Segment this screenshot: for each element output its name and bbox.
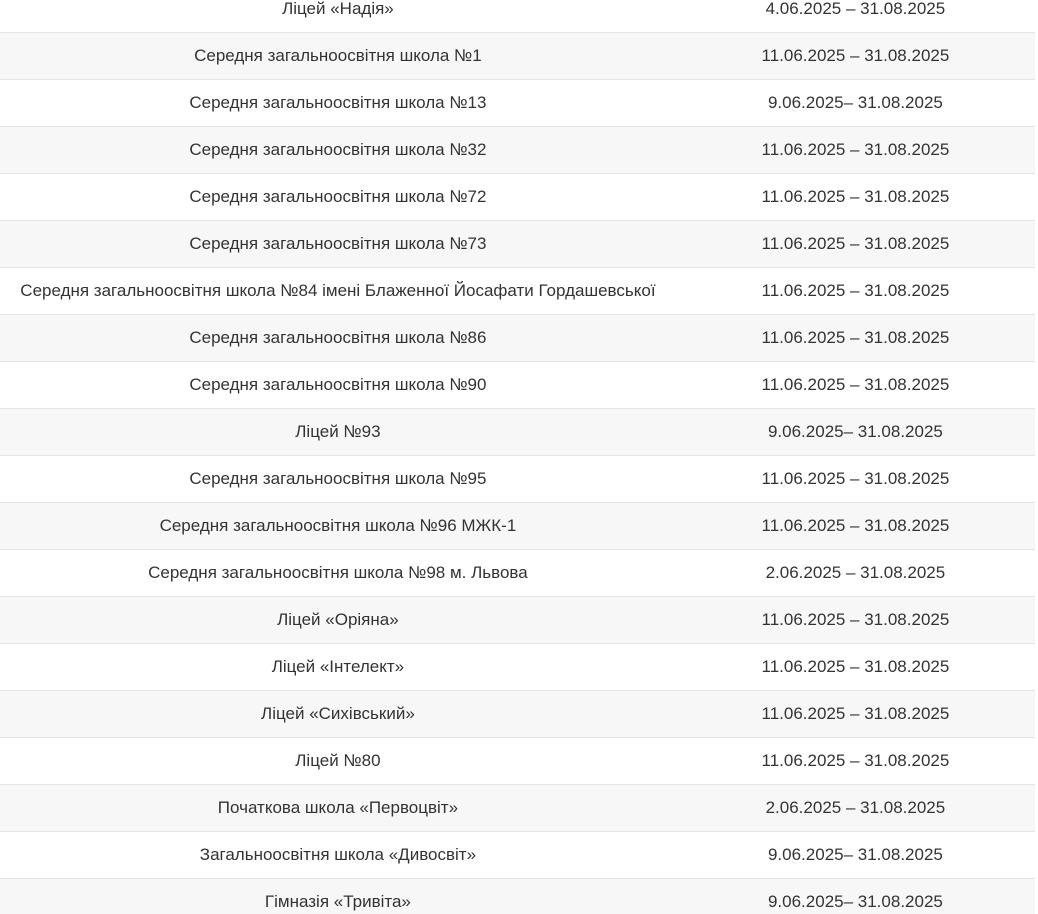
table-row	[0, 127, 1035, 174]
school-name-cell: Середня загальноосвітня школа №84 імені Блаженної Йосафати Гордашевської	[20, 281, 656, 301]
vacation-period-cell: 11.06.2025 – 31.08.2025	[761, 328, 950, 348]
table-row	[0, 550, 1035, 597]
table-row	[0, 456, 1035, 503]
table-row	[0, 268, 1035, 315]
vacation-period-cell: 2.06.2025 – 31.08.2025	[765, 798, 946, 818]
school-name-cell: Ліцей №93	[295, 422, 381, 442]
vacation-period-cell: 11.06.2025 – 31.08.2025	[761, 187, 950, 207]
vacation-period-cell: 11.06.2025 – 31.08.2025	[761, 657, 950, 677]
table-row	[0, 597, 1035, 644]
school-name-cell: Ліцей №80	[295, 751, 381, 771]
school-name-cell: Початкова школа «Первоцвіт»	[217, 798, 459, 818]
table-row	[0, 174, 1035, 221]
vacation-period-cell: 11.06.2025 – 31.08.2025	[761, 469, 950, 489]
table-row	[0, 80, 1035, 127]
table-row	[0, 409, 1035, 456]
table-row	[0, 221, 1035, 268]
vacation-period-cell: 9.06.2025– 31.08.2025	[767, 845, 943, 865]
table-row	[0, 0, 1035, 33]
vacation-period-cell: 11.06.2025 – 31.08.2025	[761, 46, 950, 66]
table-row	[0, 785, 1035, 832]
table-row	[0, 832, 1035, 879]
school-name-cell: Ліцей «Надія»	[282, 0, 394, 19]
school-name-cell: Середня загальноосвітня школа №13	[189, 93, 487, 113]
school-name-cell: Середня загальноосвітня школа №90	[189, 375, 487, 395]
table-row	[0, 879, 1035, 914]
vacation-period-cell: 2.06.2025 – 31.08.2025	[765, 563, 946, 583]
vacation-period-cell: 11.06.2025 – 31.08.2025	[761, 140, 950, 160]
school-name-cell: Середня загальноосвітня школа №96 МЖК-1	[159, 516, 517, 536]
school-name-cell: Загальноосвітня школа «Дивосвіт»	[199, 845, 477, 865]
vacation-period-cell: 11.06.2025 – 31.08.2025	[761, 234, 950, 254]
vacation-period-cell: 11.06.2025 – 31.08.2025	[761, 751, 950, 771]
school-name-cell: Середня загальноосвітня школа №95	[189, 469, 487, 489]
school-name-cell: Середня загальноосвітня школа №73	[189, 234, 487, 254]
table-row	[0, 315, 1035, 362]
school-name-cell: Середня загальноосвітня школа №1	[194, 46, 482, 66]
table-row	[0, 503, 1035, 550]
vacation-period-cell: 11.06.2025 – 31.08.2025	[761, 516, 950, 536]
vacation-period-cell: 11.06.2025 – 31.08.2025	[761, 375, 950, 395]
school-name-cell: Гімназія «Тривіта»	[264, 892, 411, 912]
table-row	[0, 738, 1035, 785]
vacation-period-cell: 9.06.2025– 31.08.2025	[767, 422, 943, 442]
vacation-period-cell: 4.06.2025 – 31.08.2025	[765, 0, 946, 19]
vacation-period-cell: 9.06.2025– 31.08.2025	[767, 892, 943, 912]
vacation-period-cell: 11.06.2025 – 31.08.2025	[761, 281, 950, 301]
school-name-cell: Середня загальноосвітня школа №72	[189, 187, 487, 207]
vacation-period-cell: 11.06.2025 – 31.08.2025	[761, 610, 950, 630]
school-name-cell: Середня загальноосвітня школа №86	[189, 328, 487, 348]
school-name-cell: Ліцей «Оріяна»	[277, 610, 399, 630]
school-name-cell: Ліцей «Сихівський»	[261, 704, 415, 724]
school-name-cell: Ліцей «Інтелект»	[271, 657, 405, 677]
table-row	[0, 691, 1035, 738]
table-row	[0, 644, 1035, 691]
table-row	[0, 33, 1035, 80]
vacation-period-cell: 9.06.2025– 31.08.2025	[767, 93, 943, 113]
school-name-cell: Середня загальноосвітня школа №98 м. Львова	[148, 563, 528, 583]
school-name-cell: Середня загальноосвітня школа №32	[189, 140, 487, 160]
vacation-period-cell: 11.06.2025 – 31.08.2025	[761, 704, 950, 724]
table-row	[0, 362, 1035, 409]
